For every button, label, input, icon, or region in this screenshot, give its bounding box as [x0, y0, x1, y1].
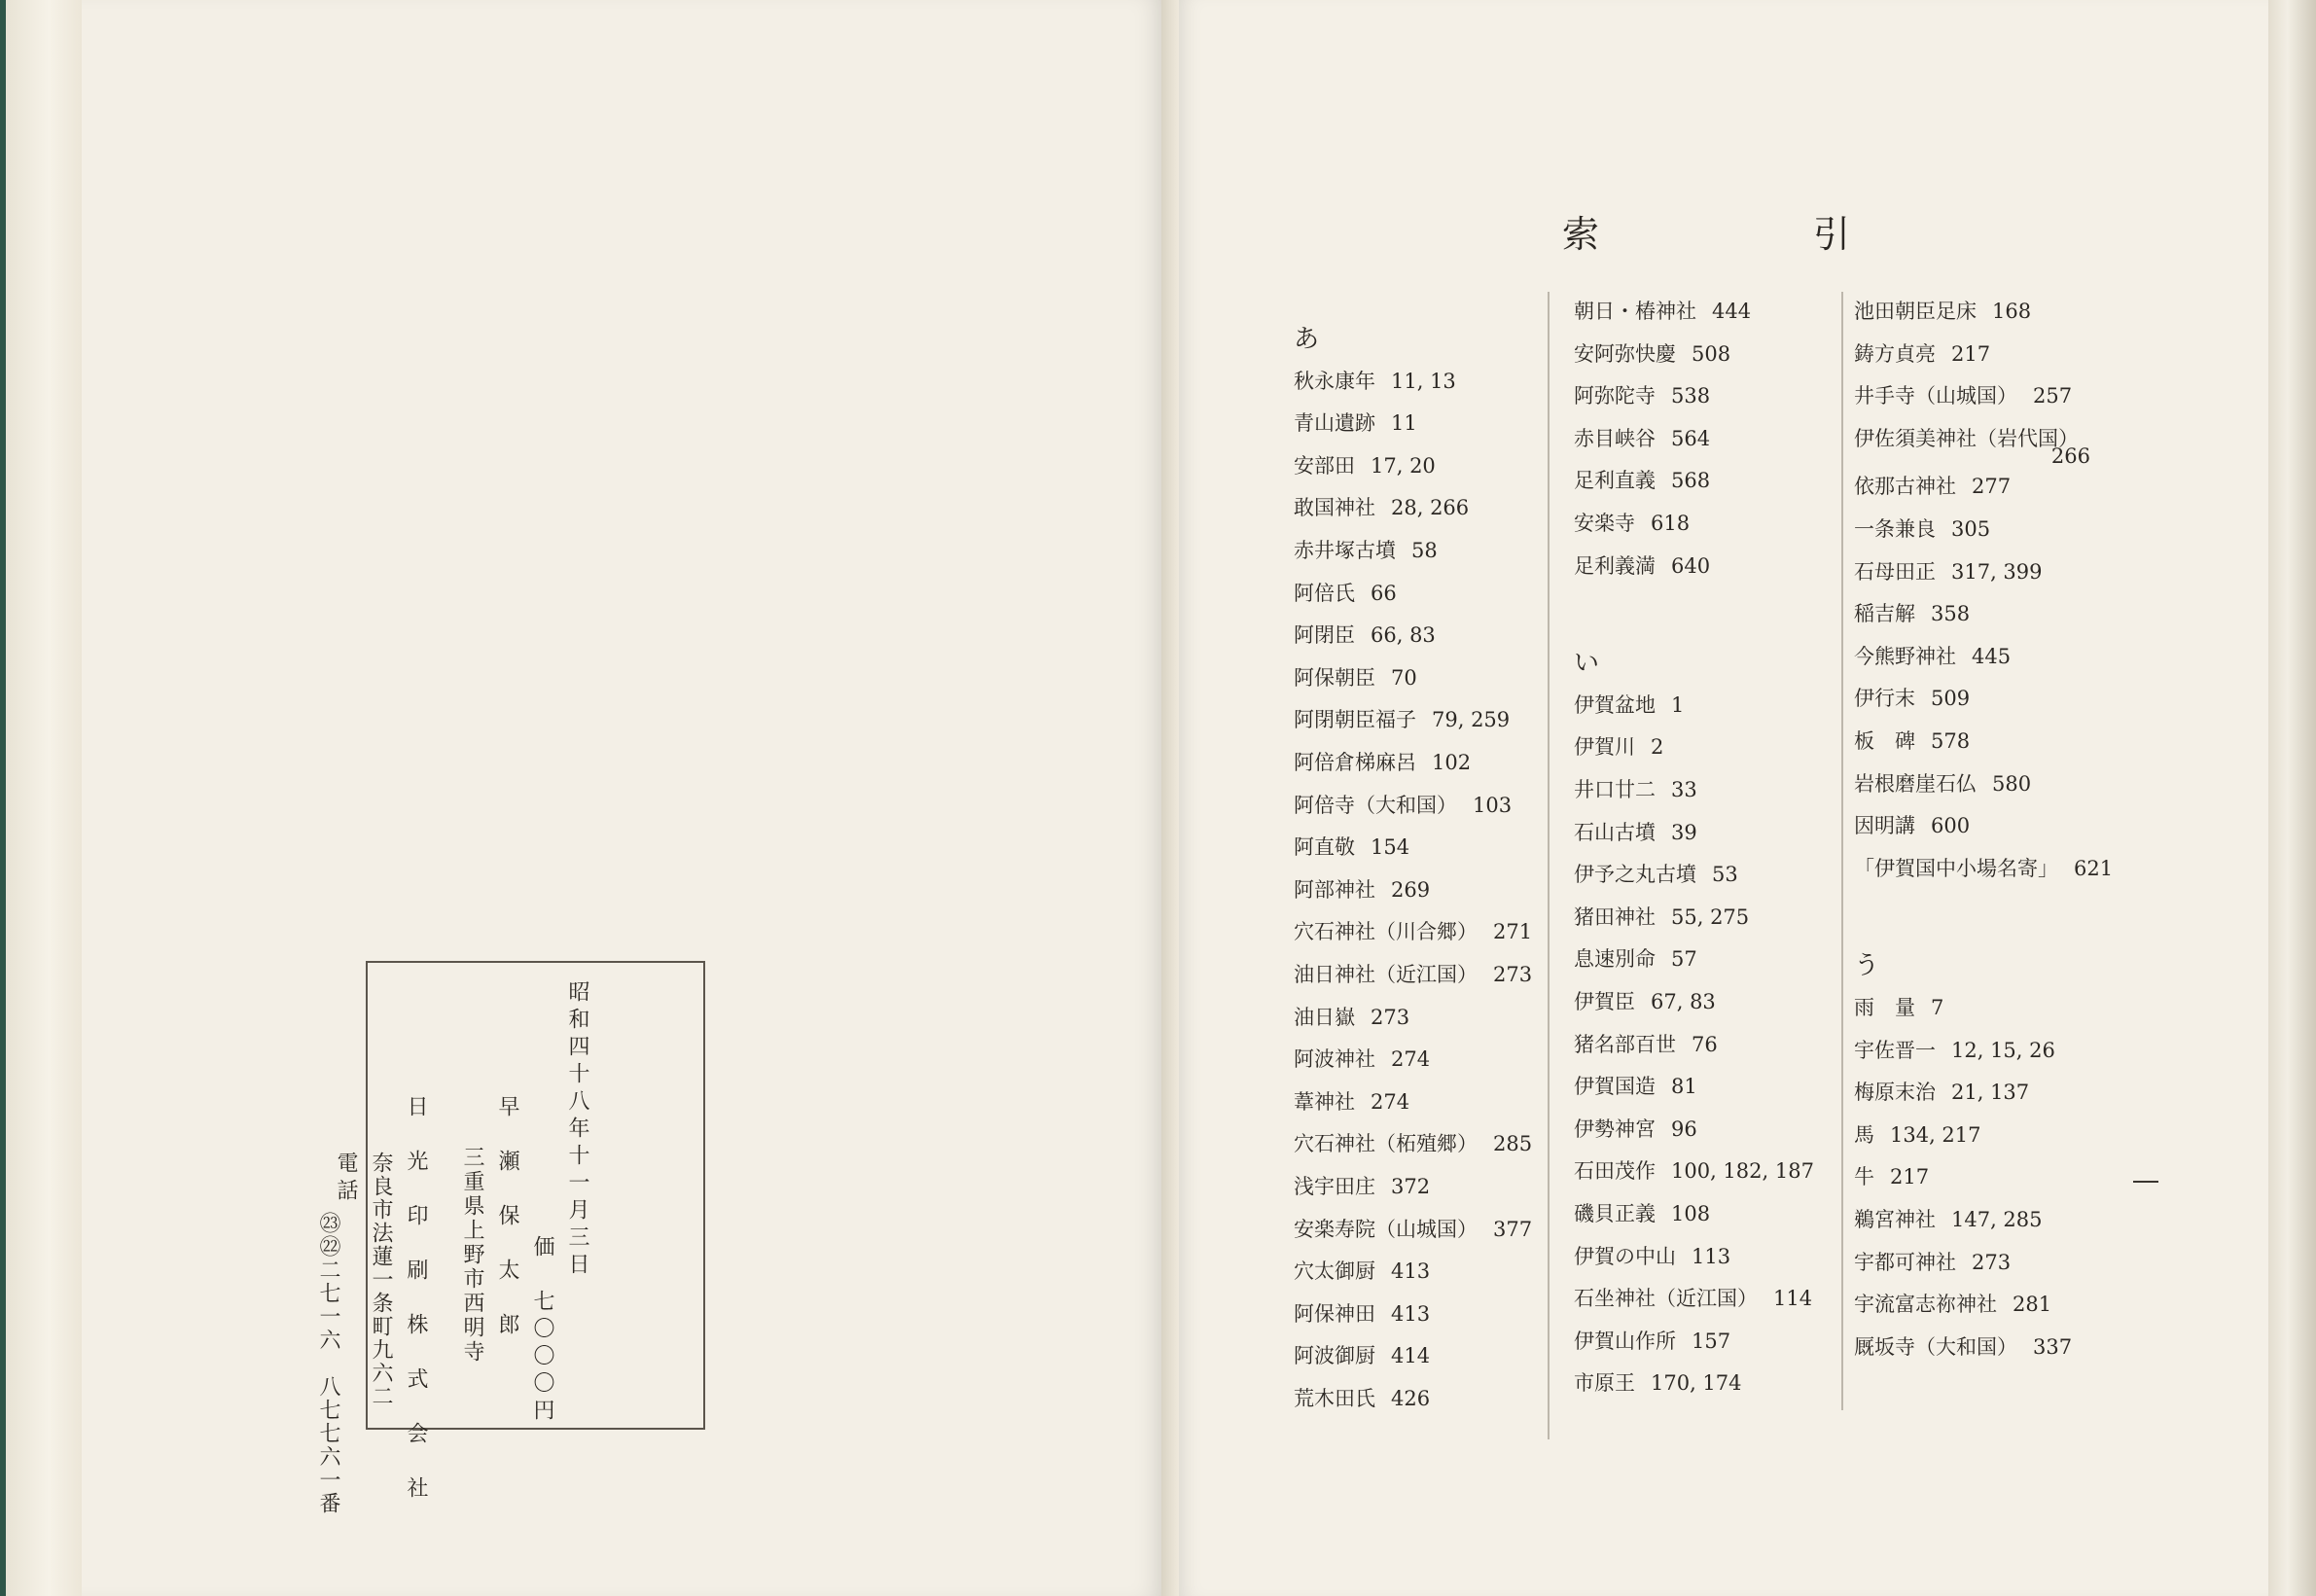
- right-book-edge: [2268, 0, 2316, 1596]
- index-term: 猪田神社: [1574, 904, 1656, 929]
- index-pages: 274: [1391, 1047, 1431, 1072]
- index-pages: 147, 285: [1951, 1208, 2043, 1231]
- index-entry: [1854, 810, 1970, 839]
- index-entry: [1854, 296, 2031, 325]
- index-pages: 413: [1391, 1301, 1431, 1326]
- index-entry: [1854, 1077, 2029, 1106]
- index-pages: 414: [1391, 1344, 1431, 1368]
- index-pages: 445: [1972, 644, 2012, 668]
- index-pages: 444: [1712, 300, 1752, 323]
- index-pages: 170, 174: [1651, 1371, 1742, 1396]
- index-entry: [1854, 423, 2090, 468]
- index-term: 市原王: [1574, 1371, 1635, 1396]
- index-term: 鵜宮神社: [1854, 1208, 1936, 1231]
- index-term: 伊賀国造: [1574, 1075, 1656, 1099]
- index-pages: 580: [1992, 771, 2032, 796]
- index-term: 油日嶽: [1294, 1005, 1355, 1029]
- index-entry: [1294, 1128, 1532, 1157]
- index-entry: [1294, 450, 1436, 479]
- index-term: 猪名部百世: [1574, 1032, 1676, 1056]
- index-entry: [1294, 959, 1532, 988]
- book-edge: [0, 0, 82, 1596]
- index-entry: [1294, 1298, 1430, 1328]
- index-entry: [1854, 1331, 2072, 1361]
- page-mark: [2133, 1181, 2158, 1183]
- index-entry: [1294, 1171, 1430, 1200]
- index-entry: [1294, 1214, 1532, 1243]
- index-entry: [1854, 1035, 2055, 1064]
- index-term: 宇都可神社: [1854, 1250, 1956, 1274]
- index-term: 足利義満: [1574, 553, 1656, 578]
- index-entry: [1854, 471, 2011, 500]
- index-entry: [1854, 1247, 2011, 1276]
- index-pages: 66: [1371, 581, 1397, 605]
- index-term: 浅宇田庄: [1294, 1175, 1375, 1198]
- colophon-printer: 日 光 印 刷 株 式 会 社: [404, 1095, 428, 1504]
- index-term: 阿直敬: [1294, 835, 1355, 860]
- index-pages: 377: [1493, 1217, 1533, 1241]
- index-entry: [1294, 747, 1471, 776]
- column-divider: [1841, 292, 1843, 1410]
- index-term: 伊賀臣: [1574, 990, 1635, 1013]
- index-term: 阿保神田: [1294, 1301, 1375, 1326]
- index-title-char1: 索: [1562, 213, 1600, 256]
- index-pages: 168: [1992, 300, 2032, 323]
- index-pages: 157: [1692, 1329, 1731, 1353]
- index-entry: [1574, 1029, 1718, 1058]
- index-entry: [1854, 514, 1990, 543]
- index-pages: 317, 399: [1951, 559, 2043, 584]
- index-entry: [1574, 986, 1716, 1015]
- index-term: 油日神社（近江国）: [1294, 963, 1478, 986]
- index-kana-heading: あ: [1294, 325, 1320, 354]
- index-term: 稲吉解: [1854, 602, 1915, 626]
- index-pages: 266: [2050, 443, 2090, 468]
- index-term: 井口廿二: [1574, 778, 1656, 801]
- index-entry: [1854, 853, 2113, 882]
- index-pages: 33: [1671, 778, 1697, 801]
- index-pages: 76: [1692, 1032, 1718, 1056]
- index-term: 石山古墳: [1574, 820, 1656, 844]
- index-term: 阿倍氏: [1294, 581, 1355, 605]
- index-term: 今熊野神社: [1854, 644, 1956, 668]
- index-entry: [1294, 662, 1417, 692]
- index-entry: [1574, 380, 1710, 409]
- index-pages: 66, 83: [1371, 623, 1436, 648]
- index-pages: 67, 83: [1651, 990, 1716, 1013]
- index-pages: 640: [1671, 553, 1711, 578]
- index-pages: 413: [1391, 1259, 1431, 1284]
- index-entry: [1574, 1367, 1742, 1397]
- left-page: [82, 0, 1161, 1596]
- index-kana-heading: い: [1574, 649, 1600, 679]
- index-pages: 618: [1651, 512, 1691, 535]
- index-term: 敢国神社: [1294, 496, 1375, 520]
- index-entry: [1574, 817, 1697, 846]
- index-pages: 58: [1411, 539, 1438, 562]
- colophon-date: 昭和四十八年十一月三日: [565, 980, 589, 1280]
- index-entry: [1854, 1119, 1981, 1149]
- index-entry: [1294, 1256, 1430, 1285]
- colophon-printer-address: 奈良市法蓮一条町九六二: [369, 1152, 393, 1408]
- index-pages: 11: [1391, 411, 1417, 436]
- index-term: 鋳方貞亮: [1854, 341, 1936, 366]
- index-entry: [1854, 1289, 2051, 1318]
- index-term: 伊賀の中山: [1574, 1244, 1676, 1268]
- index-entry: [1854, 598, 1970, 627]
- index-term: 池田朝臣足床: [1854, 300, 1977, 323]
- index-pages: 12, 15, 26: [1951, 1038, 2055, 1062]
- index-pages: 578: [1931, 729, 1971, 753]
- index-term: 荒木田氏: [1294, 1387, 1375, 1410]
- index-term: 阿閉朝臣福子: [1294, 708, 1416, 732]
- index-term: 一条兼良: [1854, 517, 1936, 541]
- index-pages: 100, 182, 187: [1671, 1159, 1814, 1184]
- index-entry: [1574, 1114, 1697, 1143]
- index-pages: 114: [1773, 1287, 1813, 1311]
- index-pages: 154: [1371, 835, 1410, 860]
- index-pages: 217: [1890, 1165, 1930, 1189]
- index-pages: 269: [1391, 877, 1431, 902]
- index-pages: 273: [1972, 1250, 2012, 1274]
- index-pages: 79, 259: [1432, 708, 1511, 732]
- colophon-phone-label: 電話: [334, 1152, 358, 1206]
- index-term: 岩根磨崖石仏: [1854, 771, 1977, 796]
- index-term: 伊賀盆地: [1574, 692, 1656, 717]
- colophon-author: 早 瀬 保 太 郎: [495, 1095, 519, 1340]
- index-entry: [1574, 1283, 1812, 1312]
- index-term: 穴太御厨: [1294, 1259, 1375, 1284]
- index-term: 伊賀山作所: [1574, 1329, 1676, 1353]
- index-pages: 305: [1951, 517, 1991, 541]
- index-term: 阿弥陀寺: [1574, 384, 1656, 408]
- index-entry: [1574, 550, 1710, 580]
- index-pages: 274: [1371, 1089, 1410, 1114]
- index-term: 赤目峡谷: [1574, 426, 1656, 450]
- index-term: 宇佐晋一: [1854, 1038, 1936, 1062]
- index-pages: 621: [2074, 856, 2114, 880]
- index-term: 井手寺（山城国）: [1854, 384, 2017, 408]
- index-term: 依那古神社: [1854, 475, 1956, 499]
- index-entry: [1294, 408, 1417, 437]
- index-term: 伊佐須美神社（岩代国）: [1854, 426, 2079, 450]
- index-term: 秋永康年: [1294, 369, 1375, 393]
- index-pages: 53: [1712, 863, 1738, 887]
- index-entry: [1574, 902, 1749, 931]
- index-pages: 538: [1671, 384, 1711, 408]
- index-pages: 2: [1651, 735, 1664, 760]
- index-pages: 11, 13: [1391, 369, 1456, 393]
- index-title-char2: 引: [1813, 213, 1851, 256]
- index-pages: 508: [1692, 341, 1731, 366]
- index-term: 伊勢神宮: [1574, 1117, 1656, 1141]
- index-entry: [1294, 832, 1409, 861]
- index-entry: [1574, 423, 1710, 452]
- index-pages: 96: [1671, 1117, 1697, 1141]
- index-pages: 426: [1391, 1387, 1431, 1410]
- index-entry: [1854, 726, 1970, 755]
- index-entry: [1854, 683, 1970, 712]
- index-pages: 285: [1493, 1132, 1533, 1156]
- index-entry: [1294, 1340, 1430, 1369]
- index-pages: 103: [1473, 793, 1513, 817]
- index-pages: 57: [1671, 947, 1697, 972]
- index-term: 安楽寺: [1574, 512, 1635, 535]
- book-gutter: [1161, 0, 1179, 1596]
- index-entry: [1574, 943, 1697, 973]
- index-entry: [1854, 1161, 1929, 1190]
- index-entry: [1574, 1198, 1710, 1227]
- index-pages: 358: [1931, 602, 1971, 626]
- index-entry: [1574, 1155, 1814, 1185]
- index-entry: [1574, 690, 1684, 719]
- index-pages: 564: [1671, 426, 1711, 450]
- index-term: 阿倍寺（大和国）: [1294, 793, 1457, 817]
- index-term: 板 碑: [1854, 729, 1915, 753]
- index-entry: [1574, 465, 1710, 494]
- colophon-phone: ㉓㉒二七一六 八七七六一番: [316, 1212, 340, 1515]
- index-term: 阿倍倉梯麻呂: [1294, 751, 1416, 774]
- index-pages: 39: [1671, 820, 1697, 844]
- index-pages: 81: [1671, 1075, 1697, 1099]
- index-term: 石母田正: [1854, 559, 1936, 584]
- index-entry: [1574, 1326, 1730, 1355]
- index-entry: [1854, 380, 2072, 409]
- index-term: 宇流富志祢神社: [1854, 1293, 1997, 1317]
- index-pages: 277: [1972, 475, 2012, 499]
- index-term: 阿保朝臣: [1294, 665, 1375, 690]
- index-pages: 568: [1671, 469, 1711, 493]
- index-term: 葦神社: [1294, 1089, 1355, 1114]
- index-term: 赤井塚古墳: [1294, 539, 1396, 562]
- index-term: 「伊賀国中小場名寄」: [1854, 856, 2058, 880]
- index-entry: [1294, 1383, 1430, 1412]
- index-entry: [1854, 338, 1990, 368]
- index-pages: 134, 217: [1890, 1122, 1981, 1147]
- index-pages: 21, 137: [1951, 1081, 2030, 1105]
- index-entry: [1574, 774, 1697, 803]
- index-pages: 273: [1493, 963, 1533, 986]
- index-entry: [1294, 790, 1512, 819]
- index-term: 因明講: [1854, 814, 1915, 838]
- index-term: 阿波神社: [1294, 1047, 1375, 1072]
- index-entry: [1294, 874, 1430, 904]
- index-term: 安部田: [1294, 453, 1355, 478]
- index-term: 青山遺跡: [1294, 411, 1375, 436]
- index-entry: [1854, 768, 2031, 798]
- index-term: 足利直義: [1574, 469, 1656, 493]
- index-term: 安楽寿院（山城国）: [1294, 1217, 1478, 1241]
- index-pages: 102: [1432, 751, 1472, 774]
- index-term: 伊予之丸古墳: [1574, 863, 1696, 887]
- index-pages: 7: [1931, 996, 1944, 1019]
- index-pages: 1: [1671, 692, 1685, 717]
- index-term: 伊賀川: [1574, 735, 1635, 760]
- column-divider: [1548, 292, 1550, 1439]
- index-entry: [1574, 296, 1751, 325]
- index-entry: [1294, 1044, 1430, 1073]
- index-entry: [1574, 1241, 1730, 1270]
- index-pages: 55, 275: [1671, 904, 1750, 929]
- index-pages: 17, 20: [1371, 453, 1436, 478]
- index-pages: 28, 266: [1391, 496, 1470, 520]
- index-term: 穴石神社（川合郷）: [1294, 920, 1478, 944]
- index-term: 朝日・椿神社: [1574, 300, 1696, 323]
- index-entry: [1294, 1086, 1409, 1116]
- index-entry: [1574, 1071, 1697, 1100]
- index-entry: [1294, 535, 1438, 564]
- index-entry: [1854, 992, 1943, 1021]
- index-entry: [1574, 859, 1738, 888]
- index-term: 安阿弥快慶: [1574, 341, 1676, 366]
- index-term: 梅原末治: [1854, 1081, 1936, 1105]
- index-entry: [1294, 620, 1436, 649]
- index-entry: [1854, 641, 2011, 670]
- index-pages: 372: [1391, 1175, 1431, 1198]
- index-term: 牛: [1854, 1165, 1874, 1189]
- index-pages: 281: [2013, 1293, 2052, 1317]
- index-term: 磯貝正義: [1574, 1202, 1656, 1225]
- index-term: 石田茂作: [1574, 1159, 1656, 1184]
- index-pages: 600: [1931, 814, 1971, 838]
- index-entry: [1574, 338, 1730, 368]
- index-term: 馬: [1854, 1122, 1874, 1147]
- index-entry: [1574, 508, 1690, 537]
- index-pages: 257: [2033, 384, 2073, 408]
- background-edge: [0, 0, 6, 1596]
- colophon-price: 価 七〇〇〇円: [530, 1235, 554, 1426]
- index-entry: [1574, 731, 1663, 761]
- index-entry: [1294, 366, 1456, 395]
- index-pages: 271: [1493, 920, 1533, 944]
- index-term: 阿波御厨: [1294, 1344, 1375, 1368]
- index-term: 阿閉臣: [1294, 623, 1355, 648]
- index-entry: [1294, 704, 1510, 733]
- index-pages: 108: [1671, 1202, 1711, 1225]
- index-pages: 509: [1931, 687, 1971, 711]
- index-term: 穴石神社（柘殖郷）: [1294, 1132, 1478, 1156]
- index-entry: [1854, 556, 2043, 585]
- colophon-address: 三重県上野市西明寺: [460, 1146, 484, 1365]
- index-term: 雨 量: [1854, 996, 1915, 1019]
- index-term: 息速別命: [1574, 947, 1656, 972]
- index-term: 阿部神社: [1294, 877, 1375, 902]
- index-pages: 337: [2033, 1334, 2073, 1359]
- index-term: 伊行末: [1854, 687, 1915, 711]
- index-entry: [1294, 492, 1469, 521]
- index-entry: [1294, 578, 1397, 607]
- index-pages: 273: [1371, 1005, 1410, 1029]
- index-pages: 217: [1951, 341, 1991, 366]
- index-pages: 113: [1692, 1244, 1731, 1268]
- index-entry: [1294, 916, 1532, 945]
- index-term: 石坐神社（近江国）: [1574, 1287, 1758, 1311]
- index-entry: [1854, 1204, 2043, 1233]
- index-entry: [1294, 1002, 1409, 1031]
- index-pages: 70: [1391, 665, 1417, 690]
- index-kana-heading: う: [1854, 951, 1880, 981]
- index-term: 厩坂寺（大和国）: [1854, 1334, 2017, 1359]
